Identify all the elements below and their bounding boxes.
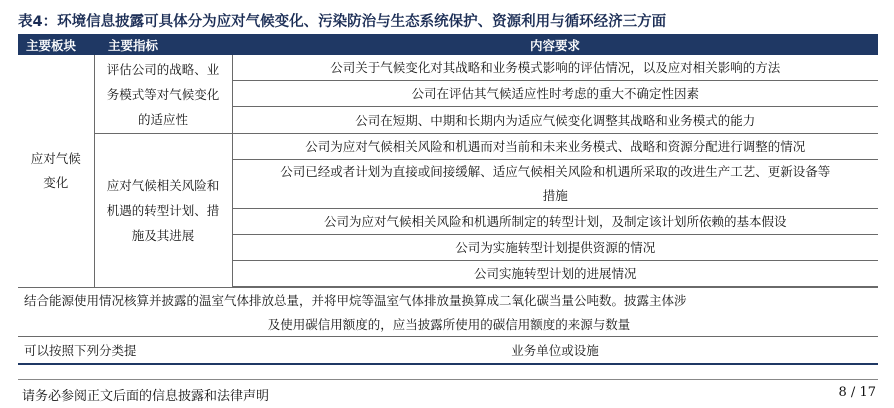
indicator-cell-adaptability	[94, 55, 232, 134]
indicator-cell-transition	[94, 134, 232, 288]
page-number: 8 / 17	[838, 385, 876, 400]
requirement-line: 公司已经或者计划为直接或间接缓解、适应气候相关风险和机遇所采取的改进生产工艺、更新设备等	[280, 164, 831, 179]
table-title: 表4：环境信息披露可具体分为应对气候变化、污染防治与生态系统保护、资源利用与循环经济三方面	[18, 14, 667, 30]
last-indicator-cell: 可以按照下列分类提	[18, 337, 232, 365]
table-row	[18, 55, 878, 81]
emissions-line: 及使用碳信用额度的，应当披露所使用的碳信用额度的来源与数量	[267, 317, 631, 332]
header-indicator: 主要指标	[94, 34, 232, 55]
requirement-cell: 公司关于气候变化对其战略和业务模式影响的评估情况，以及应对相关影响的方法	[232, 55, 878, 81]
emissions-cell	[18, 288, 878, 337]
requirement-cell: 公司为应对气候相关风险和机遇所制定的转型计划，及制定该计划所依赖的基本假设	[232, 209, 878, 235]
header-section: 主要板块	[18, 34, 94, 55]
disclosure-table-container	[18, 34, 878, 365]
table-row	[18, 288, 878, 337]
disclosure-table	[18, 34, 878, 365]
section-cell-climate	[18, 55, 94, 288]
requirement-cell: 公司实施转型计划的进展情况	[232, 261, 878, 287]
requirement-cell: 公司为应对气候相关风险和机遇而对当前和未来业务模式、战略和资源分配进行调整的情况	[232, 134, 878, 160]
requirement-cell: 公司在短期、中期和长期内为适应气候变化调整其战略和业务模式的能力	[232, 107, 878, 134]
requirement-cell: 公司为实施转型计划提供资源的情况	[232, 235, 878, 261]
indicator-line: 应对气候相关风险和	[106, 178, 220, 193]
indicator-line: 施及其进展	[131, 228, 195, 243]
header-requirement: 内容要求	[232, 34, 878, 55]
indicator-line: 务模式等对气候变化	[106, 86, 220, 102]
table-row	[18, 134, 878, 160]
table-header-row	[18, 34, 878, 55]
emissions-line: 结合能源使用情况核算并披露的温室气体排放总量，并将甲烷等温室气体排放量换算成二氧化碳当量公吨数。披露主体涉	[24, 293, 687, 308]
footer-disclaimer: 请务必参阅正文后面的信息披露和法律声明	[22, 389, 270, 404]
section-label: 应对气候变化	[30, 151, 81, 190]
last-requirement-cell: 业务单位或设施	[232, 337, 878, 365]
requirement-cell: 公司在评估其气候适应性时考虑的重大不确定性因素	[232, 81, 878, 107]
indicator-line: 的适应性	[137, 111, 188, 127]
requirement-cell-multiline	[232, 160, 878, 209]
page-footer	[18, 379, 878, 402]
indicator-line: 评估公司的战略、业	[106, 61, 220, 77]
requirement-line: 措施	[542, 188, 568, 203]
indicator-line: 机遇的转型计划、措	[106, 203, 220, 218]
table-row	[18, 337, 878, 365]
